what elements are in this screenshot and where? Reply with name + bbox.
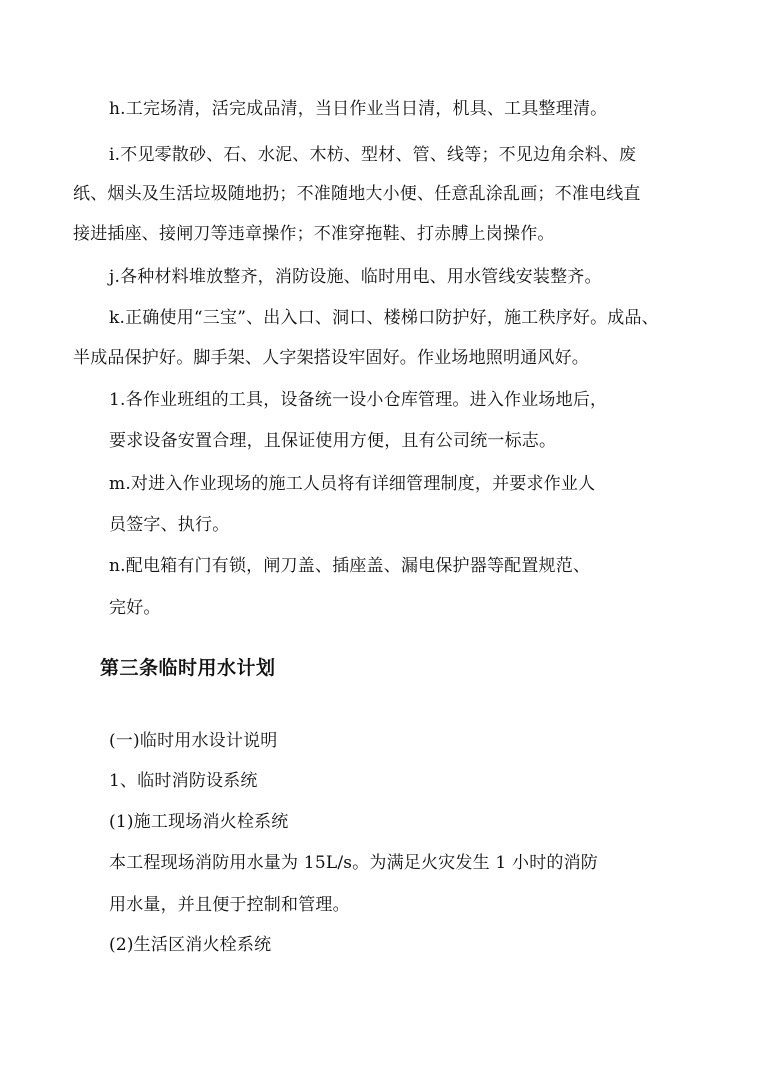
paragraph-line: 1.各作业班组的工具，设备统一设小仓库管理。进入作业场地后， (109, 390, 608, 410)
paragraph-line: n.配电箱有门有锁，闸刀盖、插座盖、漏电保护器等配置规范、 (109, 556, 591, 576)
paragraph-line: j.各种材料堆放整齐，消防设施、临时用电、用水管线安装整齐。 (109, 267, 602, 287)
paragraph-line: i.不见零散砂、石、水泥、木枋、型材、管、线等；不见边角余料、废 (109, 145, 637, 165)
section-line: 1、临时消防设系统 (109, 771, 258, 791)
section-line: (1)施工现场消火栓系统 (109, 812, 289, 832)
paragraph-line: h.工完场清，活完成品清，当日作业当日清，机具、工具整理清。 (109, 99, 608, 119)
paragraph-line: 员签字、执行。 (109, 515, 230, 535)
section-line: (一)临时用水设计说明 (109, 731, 278, 751)
paragraph-line: 接进插座、接闸刀等违章操作；不准穿拖鞋、打赤膊上岗操作。 (73, 224, 555, 244)
paragraph-line: 半成品保护好。脚手架、人字架搭设牢固好。作业场地照明通风好。 (73, 348, 589, 368)
section-line: (2)生活区消火栓系统 (109, 935, 272, 955)
section-heading: 第三条临时用水计划 (100, 657, 276, 679)
section-line: 本工程现场消防用水量为 15L/s。为满足火灾发生 1 小时的消防 (109, 853, 598, 873)
paragraph-line: 纸、烟头及生活垃圾随地扔；不准随地大小便、任意乱涂乱画；不准电线直 (73, 184, 641, 204)
paragraph-line: 完好。 (109, 598, 161, 618)
paragraph-line: k.正确使用“三宝”、出入口、洞口、楼梯口防护好，施工秩序好。成品、 (109, 308, 659, 328)
paragraph-line: 要求设备安置合理，且保证使用方便，且有公司统一标志。 (109, 431, 557, 451)
section-line: 用水量，并且便于控制和管理。 (109, 895, 350, 915)
paragraph-line: m.对进入作业现场的施工人员将有详细管理制度，并要求作业人 (109, 474, 596, 494)
